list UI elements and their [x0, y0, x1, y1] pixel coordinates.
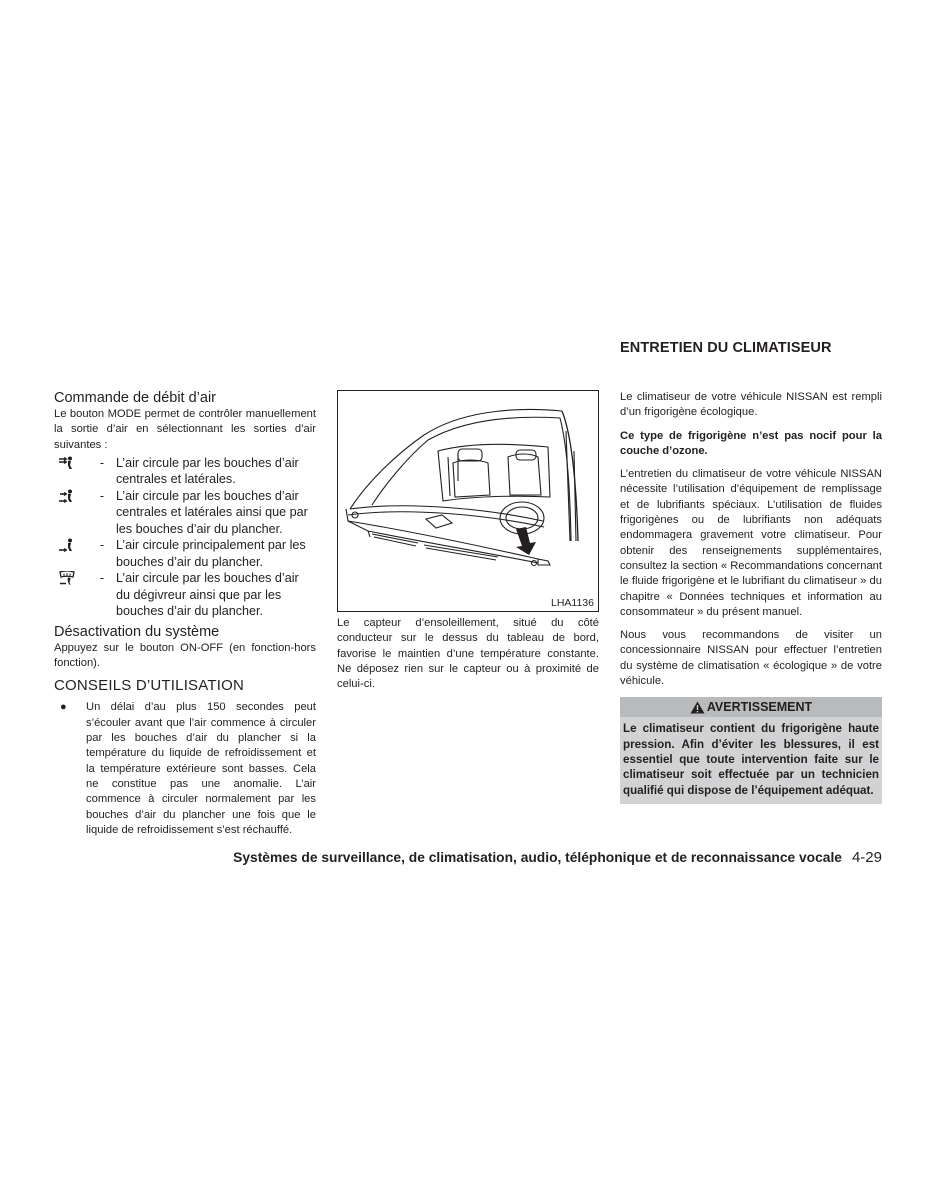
- ozone-note: Ce type de frigorigène n’est pas nocif pour la couche d’ozone.: [620, 429, 882, 457]
- arrow-icon: [516, 527, 536, 555]
- mode-text: L’air circule par les bouches d’air centrales et latérales ainsi que par les bouches d’air du plancher.: [116, 488, 308, 536]
- warning-icon: [690, 701, 705, 714]
- list-item: [54, 700, 316, 838]
- page-footer: [0, 849, 882, 866]
- figure-id: LHA1136: [550, 597, 594, 609]
- mode-item: - L’air circule par les bouches d’air centrales et latérales.: [54, 455, 316, 488]
- warning-title-bar: [620, 697, 882, 717]
- intro-paragraph: Le climatiseur de votre véhicule NISSAN est rempli d’un frigorigène écologique.: [620, 391, 882, 419]
- vent-face-icon: [54, 455, 88, 470]
- mode-text: L’air circule principalement par les bouches d’air du plancher.: [116, 538, 306, 569]
- right-column: [620, 390, 882, 804]
- section-title: ENTRETIEN DU CLIMATISEUR: [620, 340, 832, 356]
- bullet-icon: ●: [60, 701, 67, 714]
- sun-sensor-illustration: [337, 390, 599, 612]
- maintenance-paragraph: L’entretien du climatiseur de votre véhicule NISSAN nécessite l’utilisation d’équipement de remplissage et de lubrifiants spéciaux. L’utilisation de fluides frigorigènes ou de lubrifiants non adéquats endommagera gravement votre climatiseur. Pour obtenir des renseignements supplémentaires, consultez la section « Recommandations concernant le fluide frigorigène et le lubrifiant du climatiseur » du chapitre « Données techniques et information au consommateur » du présent manuel.: [620, 468, 882, 618]
- mode-item: - L’air circule par les bouches d’air centrales et latérales ainsi que par les bouches d’air du plancher.: [54, 488, 316, 538]
- mode-list: [54, 455, 316, 620]
- mode-item: - L’air circule principalement par les bouches d’air du plancher.: [54, 537, 316, 570]
- airflow-intro: Le bouton MODE permet de contrôler manuellement la sortie d’air en sélectionnant les sorties d’air suivantes :: [54, 408, 316, 451]
- deactivation-text: Appuyez sur le bouton ON-OFF (en fonction-hors fonction).: [54, 641, 316, 670]
- warning-title: AVERTISSEMENT: [706, 700, 813, 715]
- deactivation-heading: Désactivation du système: [54, 623, 220, 640]
- dashboard-drawing: [338, 391, 598, 611]
- figure-caption: Le capteur d’ensoleillement, situé du côté conducteur sur le dessus du tableau de bord, favorise le maintien d’une température constante. Ne déposez rien sur le capteur ou à proximité de celui-ci.: [337, 617, 599, 691]
- page-number: 4-29: [851, 849, 882, 866]
- mode-text: L’air circule par les bouches d’air du dégivreur ainsi que par les bouches d’air du plancher.: [116, 571, 299, 619]
- warning-text: Le climatiseur contient du frigorigène haute pression. Afin d’éviter les blessures, il est essentiel que toute intervention faite sur le climatiseur soit effectuée par un technicien qualifié qui dispose de l’équipement adéquat.: [623, 722, 879, 797]
- tip-text: Un délai d’au plus 150 secondes peut s’écouler avant que l’air commence à circuler par les bouches d’air du plancher si la température du liquide de refroidissement et la température extérieure sont basses. Cela ne constitue pas une anomalie. L’air commence à circuler normalement par les bouches d’air du plancher une fois que le liquide de refroidissement s’est réchauffé.: [86, 701, 316, 836]
- mode-text: L’air circule par les bouches d’air centrales et latérales.: [116, 455, 299, 487]
- warning-box: [620, 697, 882, 803]
- dealer-paragraph: Nous vous recommandons de visiter un concessionnaire NISSAN pour effectuer l’entretien du système de climatisation « écologique » de votre véhicule.: [620, 629, 882, 688]
- vent-floor-icon: [54, 537, 88, 552]
- middle-column: [337, 390, 599, 692]
- left-column: [54, 390, 316, 838]
- mode-item: - L’air circule par les bouches d’air du dégivreur ainsi que par les bouches d’air du plancher.: [54, 570, 316, 620]
- vent-bilevel-icon: [54, 488, 88, 503]
- tips-heading: CONSEILS D’UTILISATION: [54, 677, 244, 695]
- chapter-title: Systèmes de surveillance, de climatisation, audio, téléphonique et de reconnaissance vocale: [233, 850, 842, 865]
- vent-defrost-floor-icon: [54, 570, 88, 585]
- airflow-heading: Commande de débit d’air: [54, 390, 217, 406]
